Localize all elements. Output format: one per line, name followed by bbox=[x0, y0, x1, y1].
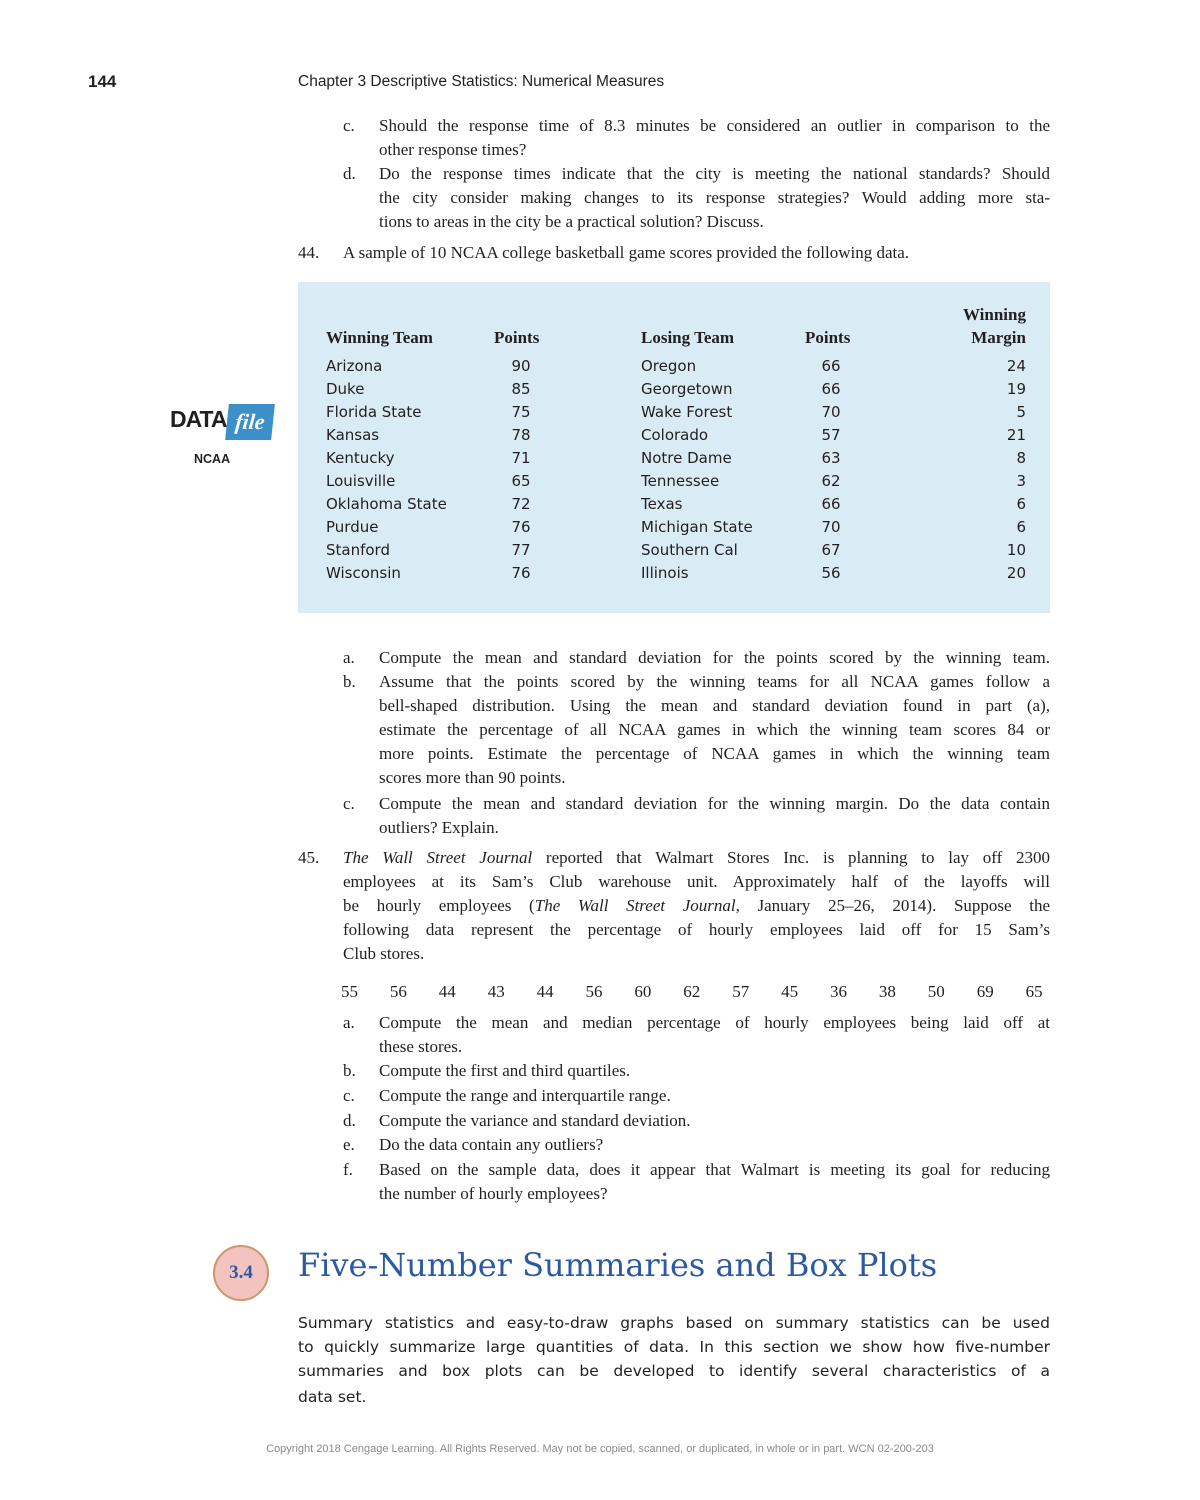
data-value: 50 bbox=[927, 982, 945, 1001]
data-value: 57 bbox=[732, 982, 750, 1001]
winning-points-cell: 65 bbox=[511, 472, 531, 490]
q44-number: 44. bbox=[298, 243, 320, 262]
winning-team-cell: Arizona bbox=[326, 357, 383, 375]
winning-points-cell: 76 bbox=[511, 518, 531, 536]
data-value: 69 bbox=[976, 982, 994, 1001]
data-value: 43 bbox=[487, 982, 505, 1001]
losing-team-cell: Tennessee bbox=[641, 472, 720, 490]
q45-part-line: Compute the variance and standard deviation. bbox=[379, 1111, 691, 1130]
section-para-line-4: data set. bbox=[298, 1388, 367, 1406]
losing-points-cell: 63 bbox=[821, 449, 841, 467]
q43-d-line-1: Do the response times indicate that the city is meeting the national standards? Should bbox=[379, 164, 1050, 183]
header-winning-team: Winning Team bbox=[326, 328, 433, 347]
q45-part-line: Compute the first and third quartiles. bbox=[379, 1061, 631, 1080]
margin-cell: 5 bbox=[1016, 403, 1026, 421]
winning-points-cell: 72 bbox=[511, 495, 531, 513]
q45-journal-title-1: The Wall Street Journal bbox=[343, 848, 533, 867]
data-value: 56 bbox=[585, 982, 603, 1001]
losing-team-cell: Texas bbox=[641, 495, 683, 513]
winning-points-cell: 71 bbox=[511, 449, 531, 467]
losing-points-cell: 56 bbox=[821, 564, 841, 582]
q44-b-line-4: more points. Estimate the percentage of NCAA games in which the winning team bbox=[379, 744, 1050, 763]
header-margin-bottom: Margin bbox=[971, 328, 1026, 347]
winning-team-cell: Purdue bbox=[326, 518, 379, 536]
losing-team-cell: Colorado bbox=[641, 426, 709, 444]
datafile-file-icon: file bbox=[225, 404, 275, 440]
q44-b-letter: b. bbox=[343, 672, 356, 691]
winning-points-cell: 78 bbox=[511, 426, 531, 444]
q45-part-line: the number of hourly employees? bbox=[379, 1184, 608, 1203]
margin-cell: 3 bbox=[1016, 472, 1026, 490]
page-number: 144 bbox=[88, 72, 117, 91]
losing-points-cell: 62 bbox=[821, 472, 841, 490]
losing-points-cell: 66 bbox=[821, 380, 841, 398]
winning-points-cell: 85 bbox=[511, 380, 531, 398]
data-value: 65 bbox=[1025, 982, 1043, 1001]
q45-data-series bbox=[0, 980, 1200, 1004]
data-value: 44 bbox=[438, 982, 456, 1001]
q45-line-1 bbox=[343, 846, 1050, 870]
margin-cell: 8 bbox=[1016, 449, 1026, 467]
winning-points-cell: 90 bbox=[511, 357, 531, 375]
q43-c-letter: c. bbox=[343, 116, 355, 135]
winning-team-cell: Wisconsin bbox=[326, 564, 401, 582]
winning-team-cell: Louisville bbox=[326, 472, 396, 490]
winning-team-cell: Florida State bbox=[326, 403, 422, 421]
copyright-footer: Copyright 2018 Cengage Learning. All Rights Reserved. May not be copied, scanned, or duplicated, in whole or in part. WCN 02-200-203 bbox=[266, 1443, 934, 1455]
q45-part-line: Based on the sample data, does it appear that Walmart is meeting its goal for reducing bbox=[379, 1160, 1050, 1179]
datafile-name: NCAA bbox=[194, 452, 231, 466]
q45-line-3 bbox=[343, 894, 1050, 918]
losing-team-cell: Georgetown bbox=[641, 380, 733, 398]
section-para-line-1: Summary statistics and easy-to-draw graphs based on summary statistics can be used bbox=[298, 1314, 1050, 1332]
section-para-line-3: summaries and box plots can be developed to identify several characteristics of a bbox=[298, 1362, 1050, 1380]
winning-team-cell: Stanford bbox=[326, 541, 390, 559]
chapter-heading: Chapter 3 Descriptive Statistics: Numerical Measures bbox=[298, 73, 665, 90]
q45-part-letter: f. bbox=[343, 1160, 353, 1179]
q45-part-line: these stores. bbox=[379, 1037, 463, 1056]
q44-intro: A sample of 10 NCAA college basketball game scores provided the following data. bbox=[343, 243, 910, 262]
q44-b-line-1: Assume that the points scored by the winning teams for all NCAA games follow a bbox=[379, 672, 1050, 691]
q43-d-letter: d. bbox=[343, 164, 356, 183]
section-title: Five-Number Summaries and Box Plots bbox=[298, 1246, 938, 1284]
q44-b-line-5: scores more than 90 points. bbox=[379, 768, 566, 787]
q44-b-line-2: bell-shaped distribution. Using the mean and standard deviation found in part (a), bbox=[379, 696, 1050, 715]
header-points-1: Points bbox=[494, 328, 540, 347]
margin-cell: 10 bbox=[1006, 541, 1026, 559]
q43-c-line-2: other response times? bbox=[379, 140, 527, 159]
data-value: 45 bbox=[781, 982, 799, 1001]
header-points-2: Points bbox=[805, 328, 851, 347]
q45-line-5: Club stores. bbox=[343, 944, 425, 963]
section-para-line-2: to quickly summarize large quantities of data. In this section we show how five-number bbox=[298, 1338, 1050, 1356]
q45-part-line: Do the data contain any outliers? bbox=[379, 1135, 604, 1154]
q45-line-3-pre: be hourly employees ( bbox=[343, 896, 535, 915]
q45-journal-title-2: The Wall Street Journal bbox=[534, 896, 736, 915]
losing-points-cell: 67 bbox=[821, 541, 841, 559]
q44-c-letter: c. bbox=[343, 794, 355, 813]
data-value: 56 bbox=[389, 982, 407, 1001]
margin-cell: 21 bbox=[1006, 426, 1026, 444]
losing-team-cell: Oregon bbox=[641, 357, 697, 375]
winning-team-cell: Kansas bbox=[326, 426, 380, 444]
losing-points-cell: 57 bbox=[821, 426, 841, 444]
q45-line-4: following data represent the percentage of hourly employees laid off for 15 Sam’s bbox=[343, 920, 1050, 939]
margin-cell: 6 bbox=[1016, 518, 1026, 536]
header-margin-top: Winning bbox=[962, 305, 1026, 324]
margin-cell: 6 bbox=[1016, 495, 1026, 513]
winning-points-cell: 76 bbox=[511, 564, 531, 582]
losing-points-cell: 70 bbox=[821, 518, 841, 536]
losing-team-cell: Michigan State bbox=[641, 518, 753, 536]
q45-line-3-post: , January 25–26, 2014). Suppose the bbox=[735, 896, 1051, 915]
losing-team-cell: Wake Forest bbox=[641, 403, 733, 421]
q43-d-line-2: the city consider making changes to its response strategies? Would adding more sta- bbox=[379, 188, 1050, 207]
data-value: 36 bbox=[830, 982, 847, 1001]
q45-part-letter: e. bbox=[343, 1135, 355, 1154]
winning-points-cell: 75 bbox=[511, 403, 531, 421]
winning-team-cell: Duke bbox=[326, 380, 365, 398]
data-value: 55 bbox=[341, 982, 358, 1001]
ncaa-data-table bbox=[298, 282, 1050, 613]
datafile-word: DATA bbox=[170, 406, 227, 432]
q43-c-line-1: Should the response time of 8.3 minutes be considered an outlier in comparison to the bbox=[379, 116, 1050, 135]
q44-c-line-1: Compute the mean and standard deviation for the winning margin. Do the data contain bbox=[379, 794, 1050, 813]
q45-part-letter: d. bbox=[343, 1111, 356, 1130]
q45-line-2: employees at its Sam’s Club warehouse unit. Approximately half of the layoffs will bbox=[343, 872, 1050, 891]
q44-a-line-1: Compute the mean and standard deviation for the points scored by the winning team. bbox=[379, 648, 1050, 667]
section-number-badge: 3.4 bbox=[213, 1245, 269, 1301]
q44-c-line-2: outliers? Explain. bbox=[379, 818, 499, 837]
margin-cell: 20 bbox=[1006, 564, 1026, 582]
q45-part-letter: a. bbox=[343, 1013, 355, 1032]
data-value: 38 bbox=[878, 982, 896, 1001]
q44-a-letter: a. bbox=[343, 648, 355, 667]
losing-points-cell: 66 bbox=[821, 357, 841, 375]
q45-part-letter: b. bbox=[343, 1061, 356, 1080]
q45-part-letter: c. bbox=[343, 1086, 355, 1105]
winning-points-cell: 77 bbox=[511, 541, 531, 559]
losing-team-cell: Southern Cal bbox=[641, 541, 738, 559]
data-value: 60 bbox=[634, 982, 652, 1001]
q45-part-line: Compute the mean and median percentage of hourly employees being laid off at bbox=[379, 1013, 1050, 1032]
losing-team-cell: Notre Dame bbox=[641, 449, 732, 467]
q43-d-line-3: tions to areas in the city be a practical solution? Discuss. bbox=[379, 212, 764, 231]
losing-points-cell: 70 bbox=[821, 403, 841, 421]
data-value: 62 bbox=[683, 982, 701, 1001]
winning-team-cell: Kentucky bbox=[326, 449, 395, 467]
margin-cell: 24 bbox=[1006, 357, 1026, 375]
margin-cell: 19 bbox=[1006, 380, 1026, 398]
losing-team-cell: Illinois bbox=[641, 564, 689, 582]
header-losing-team: Losing Team bbox=[641, 328, 735, 347]
q45-number: 45. bbox=[298, 848, 320, 867]
losing-points-cell: 66 bbox=[821, 495, 841, 513]
winning-team-cell: Oklahoma State bbox=[326, 495, 447, 513]
q45-part-line: Compute the range and interquartile range. bbox=[379, 1086, 671, 1105]
q44-b-line-3: estimate the percentage of all NCAA games in which the winning team scores 84 or bbox=[379, 720, 1050, 739]
data-value: 44 bbox=[536, 982, 554, 1001]
q45-line-1-rest: reported that Walmart Stores Inc. is planning to lay off 2300 bbox=[532, 848, 1050, 867]
